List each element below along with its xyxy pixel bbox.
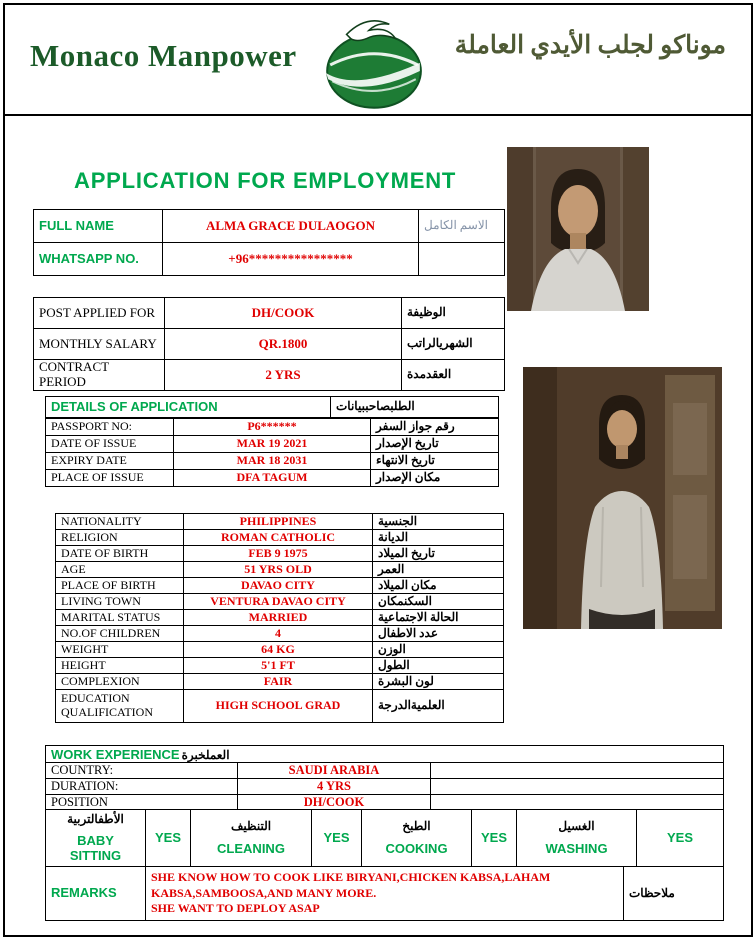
table-row [46, 397, 499, 418]
duration-empty-cell [431, 779, 724, 795]
date-of-issue-label-arabic: تاريخ الإصدار [371, 436, 499, 453]
details-title: DETAILS OF APPLICATION [46, 397, 331, 418]
duration-label: DURATION: [46, 779, 238, 795]
height-label-arabic: الطول [373, 658, 504, 674]
applicant-photo-full-length [523, 367, 722, 629]
education-label-arabic: العلميةالدرجة [373, 690, 504, 723]
table-row [56, 642, 504, 658]
marital-status-value: MARRIED [184, 610, 373, 626]
details-title-arabic: الطلبصاحببيانات [331, 397, 499, 418]
post-applied-label-arabic: الوظيفة [402, 298, 505, 329]
contract-period-label: CONTRACT PERIOD [34, 360, 165, 391]
table-row [46, 810, 724, 868]
place-of-birth-label-arabic: مكان الميلاد [373, 578, 504, 594]
complexion-label-arabic: لون البشرة [373, 674, 504, 690]
marital-status-label: MARITAL STATUS [56, 610, 184, 626]
place-of-birth-value: DAVAO CITY [184, 578, 373, 594]
date-of-issue-label: DATE OF ISSUE [46, 436, 174, 453]
skill-washing-label: WASHING [545, 840, 608, 856]
table-row [56, 546, 504, 562]
living-town-label-arabic: السكنمكان [373, 594, 504, 610]
whatsapp-label-arabic [419, 243, 505, 276]
table-row [46, 779, 724, 795]
contract-period-value: 2 YRS [165, 360, 402, 391]
skill-washing [517, 810, 637, 868]
table-row [56, 610, 504, 626]
religion-label-arabic: الديانة [373, 530, 504, 546]
table-row [56, 626, 504, 642]
skill-cleaning-arabic: التنظيف [230, 819, 272, 834]
expiry-date-label-arabic: تاريخ الانتهاء [371, 453, 499, 470]
full-name-label-arabic: الاسم الكامل [419, 210, 505, 243]
skill-washing-answer: YES [637, 810, 724, 868]
duration-value: 4 YRS [238, 779, 431, 795]
height-value: 5'1 FT [184, 658, 373, 674]
position-label: POSITION [46, 795, 238, 811]
nationality-label-arabic: الجنسية [373, 514, 504, 530]
place-of-issue-value: DFA TAGUM [174, 470, 371, 487]
table-row [46, 436, 499, 453]
place-of-issue-label: PLACE OF ISSUE [46, 470, 174, 487]
full-name-label: FULL NAME [34, 210, 163, 243]
skill-baby-sitting-label: BABY SITTING [69, 833, 122, 864]
monthly-salary-label-arabic: الشهريالراتب [402, 329, 505, 360]
remarks-line-1: SHE KNOW HOW TO COOK LIKE BIRYANI,CHICKEN KABSA,LAHAM [151, 870, 551, 885]
details-header [45, 396, 499, 418]
company-logo-icon [316, 12, 428, 110]
table-row [34, 243, 505, 276]
brand-name-arabic: موناكو لجلب الأيدي العاملة [454, 32, 726, 59]
weight-label-arabic: الوزن [373, 642, 504, 658]
table-row [46, 419, 499, 436]
table-row [46, 470, 499, 487]
skill-washing-arabic: الغسيل [558, 819, 595, 834]
table-row [34, 210, 505, 243]
country-value: SAUDI ARABIA [238, 763, 431, 779]
nationality-value: PHILIPPINES [184, 514, 373, 530]
applicant-photo-portrait [507, 147, 649, 311]
passport-no-value: P6****** [174, 419, 371, 436]
header-divider [5, 114, 751, 116]
monthly-salary-value: QR.1800 [165, 329, 402, 360]
contract-period-label-arabic: العقدمدة [402, 360, 505, 391]
table-row [34, 298, 505, 329]
table-row [56, 514, 504, 530]
date-of-issue-value: MAR 19 2021 [174, 436, 371, 453]
work-experience-title: WORK EXPERIENCE [51, 747, 180, 762]
place-of-birth-label: PLACE OF BIRTH [56, 578, 184, 594]
living-town-label: LIVING TOWN [56, 594, 184, 610]
children-label: NO.OF CHILDREN [56, 626, 184, 642]
post-applied-value: DH/COOK [165, 298, 402, 329]
table-row [56, 658, 504, 674]
children-value: 4 [184, 626, 373, 642]
table-row [56, 530, 504, 546]
skill-cleaning-answer: YES [312, 810, 362, 868]
children-label-arabic: عدد الاطفال [373, 626, 504, 642]
full-name-value: ALMA GRACE DULAOGON [163, 210, 419, 243]
country-label: COUNTRY: [46, 763, 238, 779]
date-of-birth-label: DATE OF BIRTH [56, 546, 184, 562]
date-of-birth-label-arabic: تاريخ الميلاد [373, 546, 504, 562]
post-applied-label: POST APPLIED FOR [34, 298, 165, 329]
table-row [56, 562, 504, 578]
age-label: AGE [56, 562, 184, 578]
skill-baby-sitting-answer: YES [146, 810, 191, 868]
table-row [46, 763, 724, 779]
nationality-label: NATIONALITY [56, 514, 184, 530]
education-label: EDUCATION QUALIFICATION [56, 690, 184, 723]
work-experience-title-arabic: العملخبرة [181, 748, 230, 762]
skill-cooking-arabic: الطبخ [402, 819, 431, 834]
work-experience-table [45, 762, 724, 811]
expiry-date-label: EXPIRY DATE [46, 453, 174, 470]
passport-no-label: PASSPORT NO: [46, 419, 174, 436]
height-label: HEIGHT [56, 658, 184, 674]
skills-table [45, 809, 724, 868]
remarks-value [146, 867, 624, 921]
skill-cleaning [191, 810, 312, 868]
position-table [33, 297, 505, 391]
date-of-birth-value: FEB 9 1975 [184, 546, 373, 562]
skill-cleaning-label: CLEANING [217, 840, 285, 856]
weight-label: WEIGHT [56, 642, 184, 658]
age-label-arabic: العمر [373, 562, 504, 578]
education-value: HIGH SCHOOL GRAD [184, 690, 373, 723]
passport-table [45, 418, 499, 487]
page-title: APPLICATION FOR EMPLOYMENT [74, 168, 457, 193]
identity-table [33, 209, 505, 276]
whatsapp-value: +96**************** [163, 243, 419, 276]
complexion-value: FAIR [184, 674, 373, 690]
personal-details-table [55, 513, 504, 723]
remarks-table [45, 866, 724, 921]
skill-cooking [362, 810, 472, 868]
remarks-line-2: KABSA,SAMBOOSA,AND MANY MORE. [151, 885, 377, 900]
skill-cooking-answer: YES [472, 810, 517, 868]
complexion-label: COMPLEXION [56, 674, 184, 690]
skill-baby-sitting [46, 810, 146, 868]
table-row [56, 674, 504, 690]
whatsapp-label: WHATSAPP NO. [34, 243, 163, 276]
country-empty-cell [431, 763, 724, 779]
monthly-salary-label: MONTHLY SALARY [34, 329, 165, 360]
marital-status-label-arabic: الحالة الاجتماعية [373, 610, 504, 626]
remarks-label: REMARKS [46, 867, 146, 921]
weight-value: 64 KG [184, 642, 373, 658]
table-row [34, 329, 505, 360]
remarks-line-3: SHE WANT TO DEPLOY ASAP [151, 901, 320, 916]
brand-name-english: Monaco Manpower [30, 38, 297, 73]
age-value: 51 YRS OLD [184, 562, 373, 578]
table-row [46, 453, 499, 470]
expiry-date-value: MAR 18 2031 [174, 453, 371, 470]
table-row [56, 690, 504, 723]
position-value: DH/COOK [238, 795, 431, 811]
table-row [56, 578, 504, 594]
table-row [56, 594, 504, 610]
table-row [34, 360, 505, 391]
place-of-issue-label-arabic: مكان الإصدار [371, 470, 499, 487]
table-row [46, 867, 724, 921]
remarks-label-arabic: ملاحظات [624, 867, 724, 921]
passport-no-label-arabic: رقم جواز السفر [371, 419, 499, 436]
religion-value: ROMAN CATHOLIC [184, 530, 373, 546]
skill-cooking-label: COOKING [385, 840, 448, 856]
skill-baby-sitting-arabic: الأطفالتربية [67, 811, 124, 826]
religion-label: RELIGION [56, 530, 184, 546]
living-town-value: VENTURA DAVAO CITY [184, 594, 373, 610]
